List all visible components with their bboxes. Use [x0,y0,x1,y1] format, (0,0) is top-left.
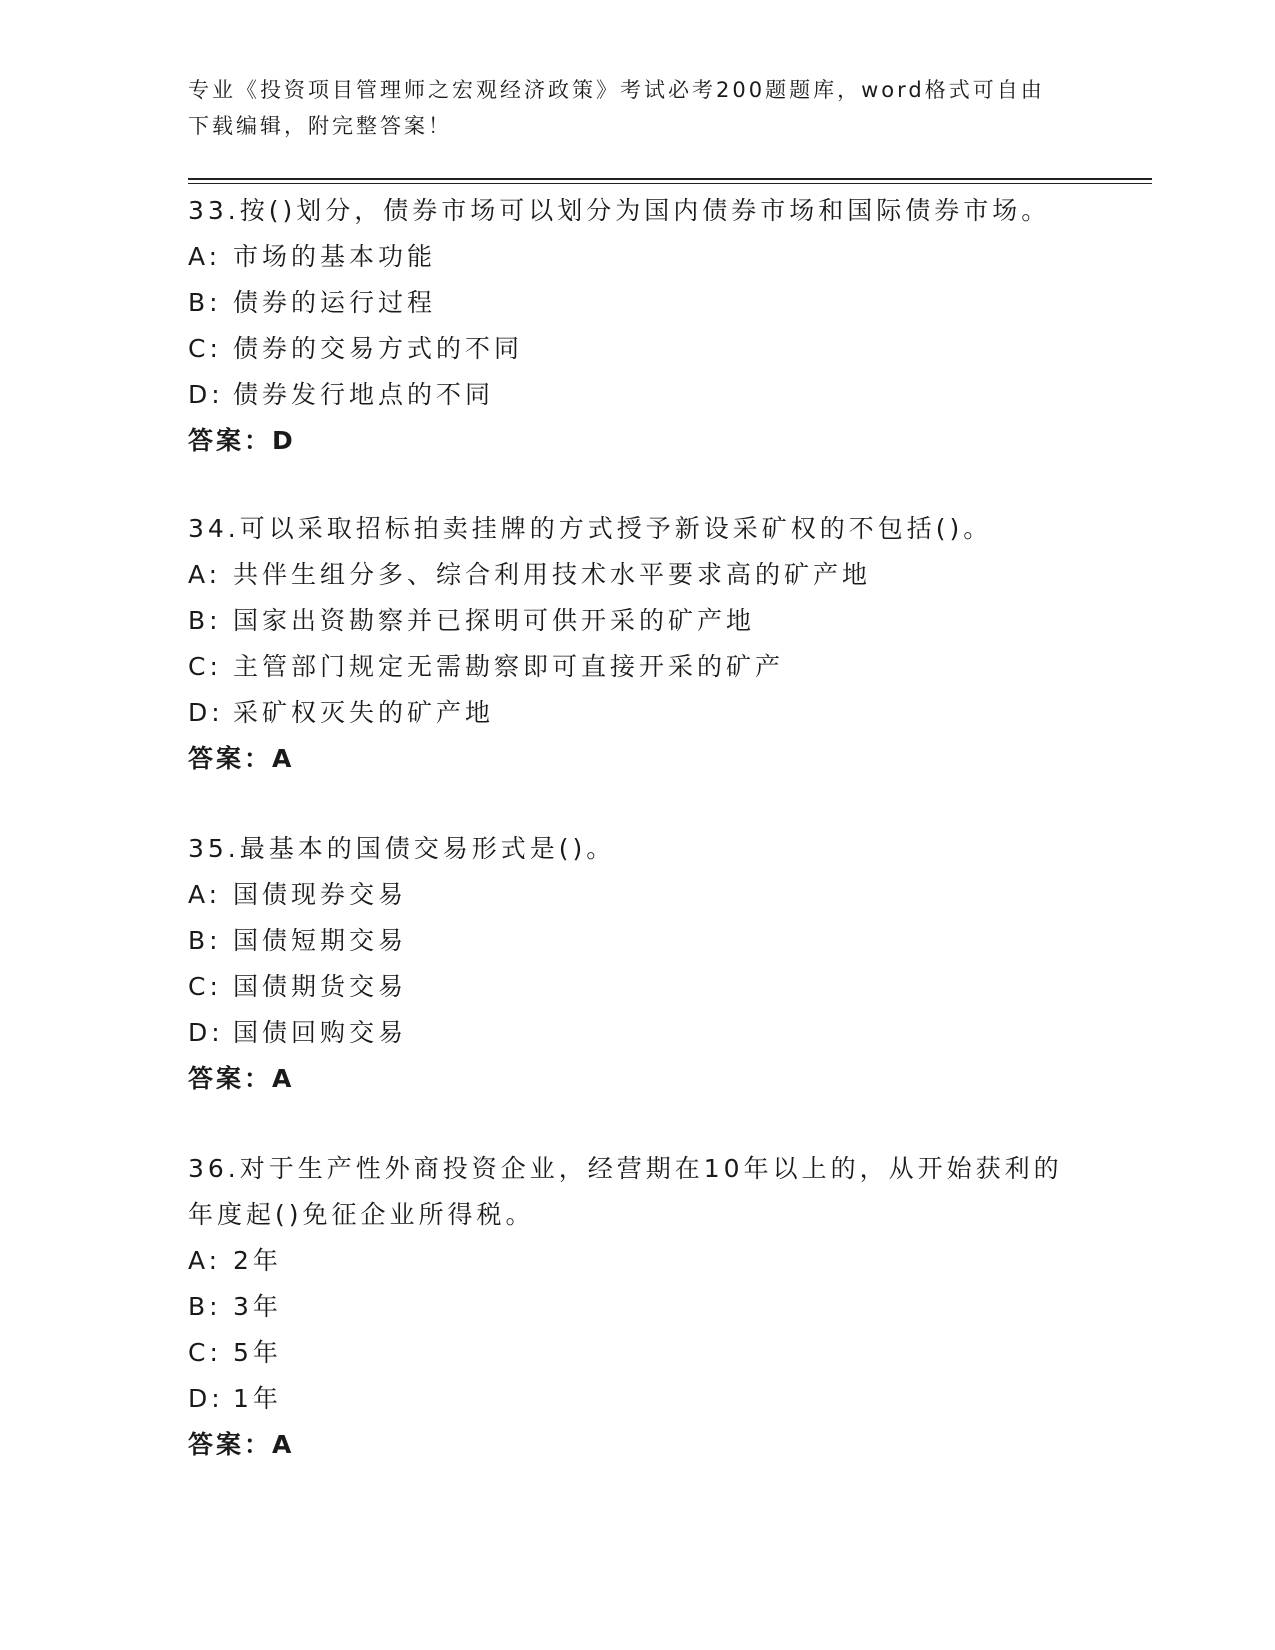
option-letter: A: [188,242,222,271]
option-d [188,1376,1088,1422]
option-text: 市场的基本功能 [233,242,437,271]
option-b [188,280,1088,326]
question-35 [188,826,1088,1102]
option-text: 1年 [233,1384,282,1413]
option-letter: D: [188,1018,224,1047]
option-d [188,372,1088,418]
option-b [188,598,1088,644]
option-letter: C: [188,652,222,681]
option-a [188,234,1088,280]
option-a [188,872,1088,918]
option-text: 债券的交易方式的不同 [233,334,524,363]
option-c [188,964,1088,1010]
option-c [188,644,1088,690]
option-letter: A: [188,560,222,589]
question-36 [188,1146,1088,1468]
document-header [188,72,1088,144]
option-text: 国债期货交易 [233,972,408,1001]
question-stem-line-2: 年度起()免征企业所得税。 [188,1200,535,1229]
option-letter: B: [188,606,222,635]
option-text: 国家出资勘察并已探明可供开采的矿产地 [233,606,756,635]
answer-line: 答案：D [188,426,296,455]
option-letter: A: [188,1246,222,1275]
option-c [188,326,1088,372]
option-text: 2年 [233,1246,282,1275]
option-letter: C: [188,972,222,1001]
option-letter: C: [188,334,222,363]
option-text: 国债回购交易 [233,1018,408,1047]
header-rule-thin [188,183,1152,184]
option-text: 债券的运行过程 [233,288,437,317]
option-b [188,918,1088,964]
option-letter: B: [188,926,222,955]
option-text: 3年 [233,1292,282,1321]
option-text: 采矿权灭失的矿产地 [233,698,495,727]
option-text: 共伴生组分多、综合利用技术水平要求高的矿产地 [233,560,872,589]
question-stem: 33.按()划分，债券市场可以划分为国内债券市场和国际债券市场。 [188,196,1051,225]
option-letter: B: [188,288,222,317]
question-stem: 35.最基本的国债交易形式是()。 [188,834,616,863]
option-a [188,1238,1088,1284]
answer-line: 答案：A [188,744,295,773]
answer-line: 答案：A [188,1064,295,1093]
option-b [188,1284,1088,1330]
question-stem: 34.可以采取招标拍卖挂牌的方式授予新设采矿权的不包括()。 [188,514,993,543]
option-d [188,1010,1088,1056]
option-c [188,1330,1088,1376]
option-d [188,690,1088,736]
option-text: 国债短期交易 [233,926,408,955]
option-text: 国债现券交易 [233,880,408,909]
header-line-1: 专业《投资项目管理师之宏观经济政策》考试必考200题题库，word格式可自由 [188,78,1045,102]
answer-line: 答案：A [188,1430,295,1459]
option-letter: B: [188,1292,222,1321]
option-text: 债券发行地点的不同 [233,380,495,409]
option-letter: D: [188,380,224,409]
header-rule-thick [188,178,1152,180]
option-text: 5年 [233,1338,282,1367]
question-stem-line-1: 36.对于生产性外商投资企业，经营期在10年以上的，从开始获利的 [188,1154,1063,1183]
header-line-2: 下载编辑，附完整答案！ [188,114,452,138]
option-a [188,552,1088,598]
option-letter: C: [188,1338,222,1367]
option-text: 主管部门规定无需勘察即可直接开采的矿产 [233,652,785,681]
option-letter: A: [188,880,222,909]
question-33 [188,188,1088,464]
option-letter: D: [188,1384,224,1413]
question-34 [188,506,1088,782]
option-letter: D: [188,698,224,727]
